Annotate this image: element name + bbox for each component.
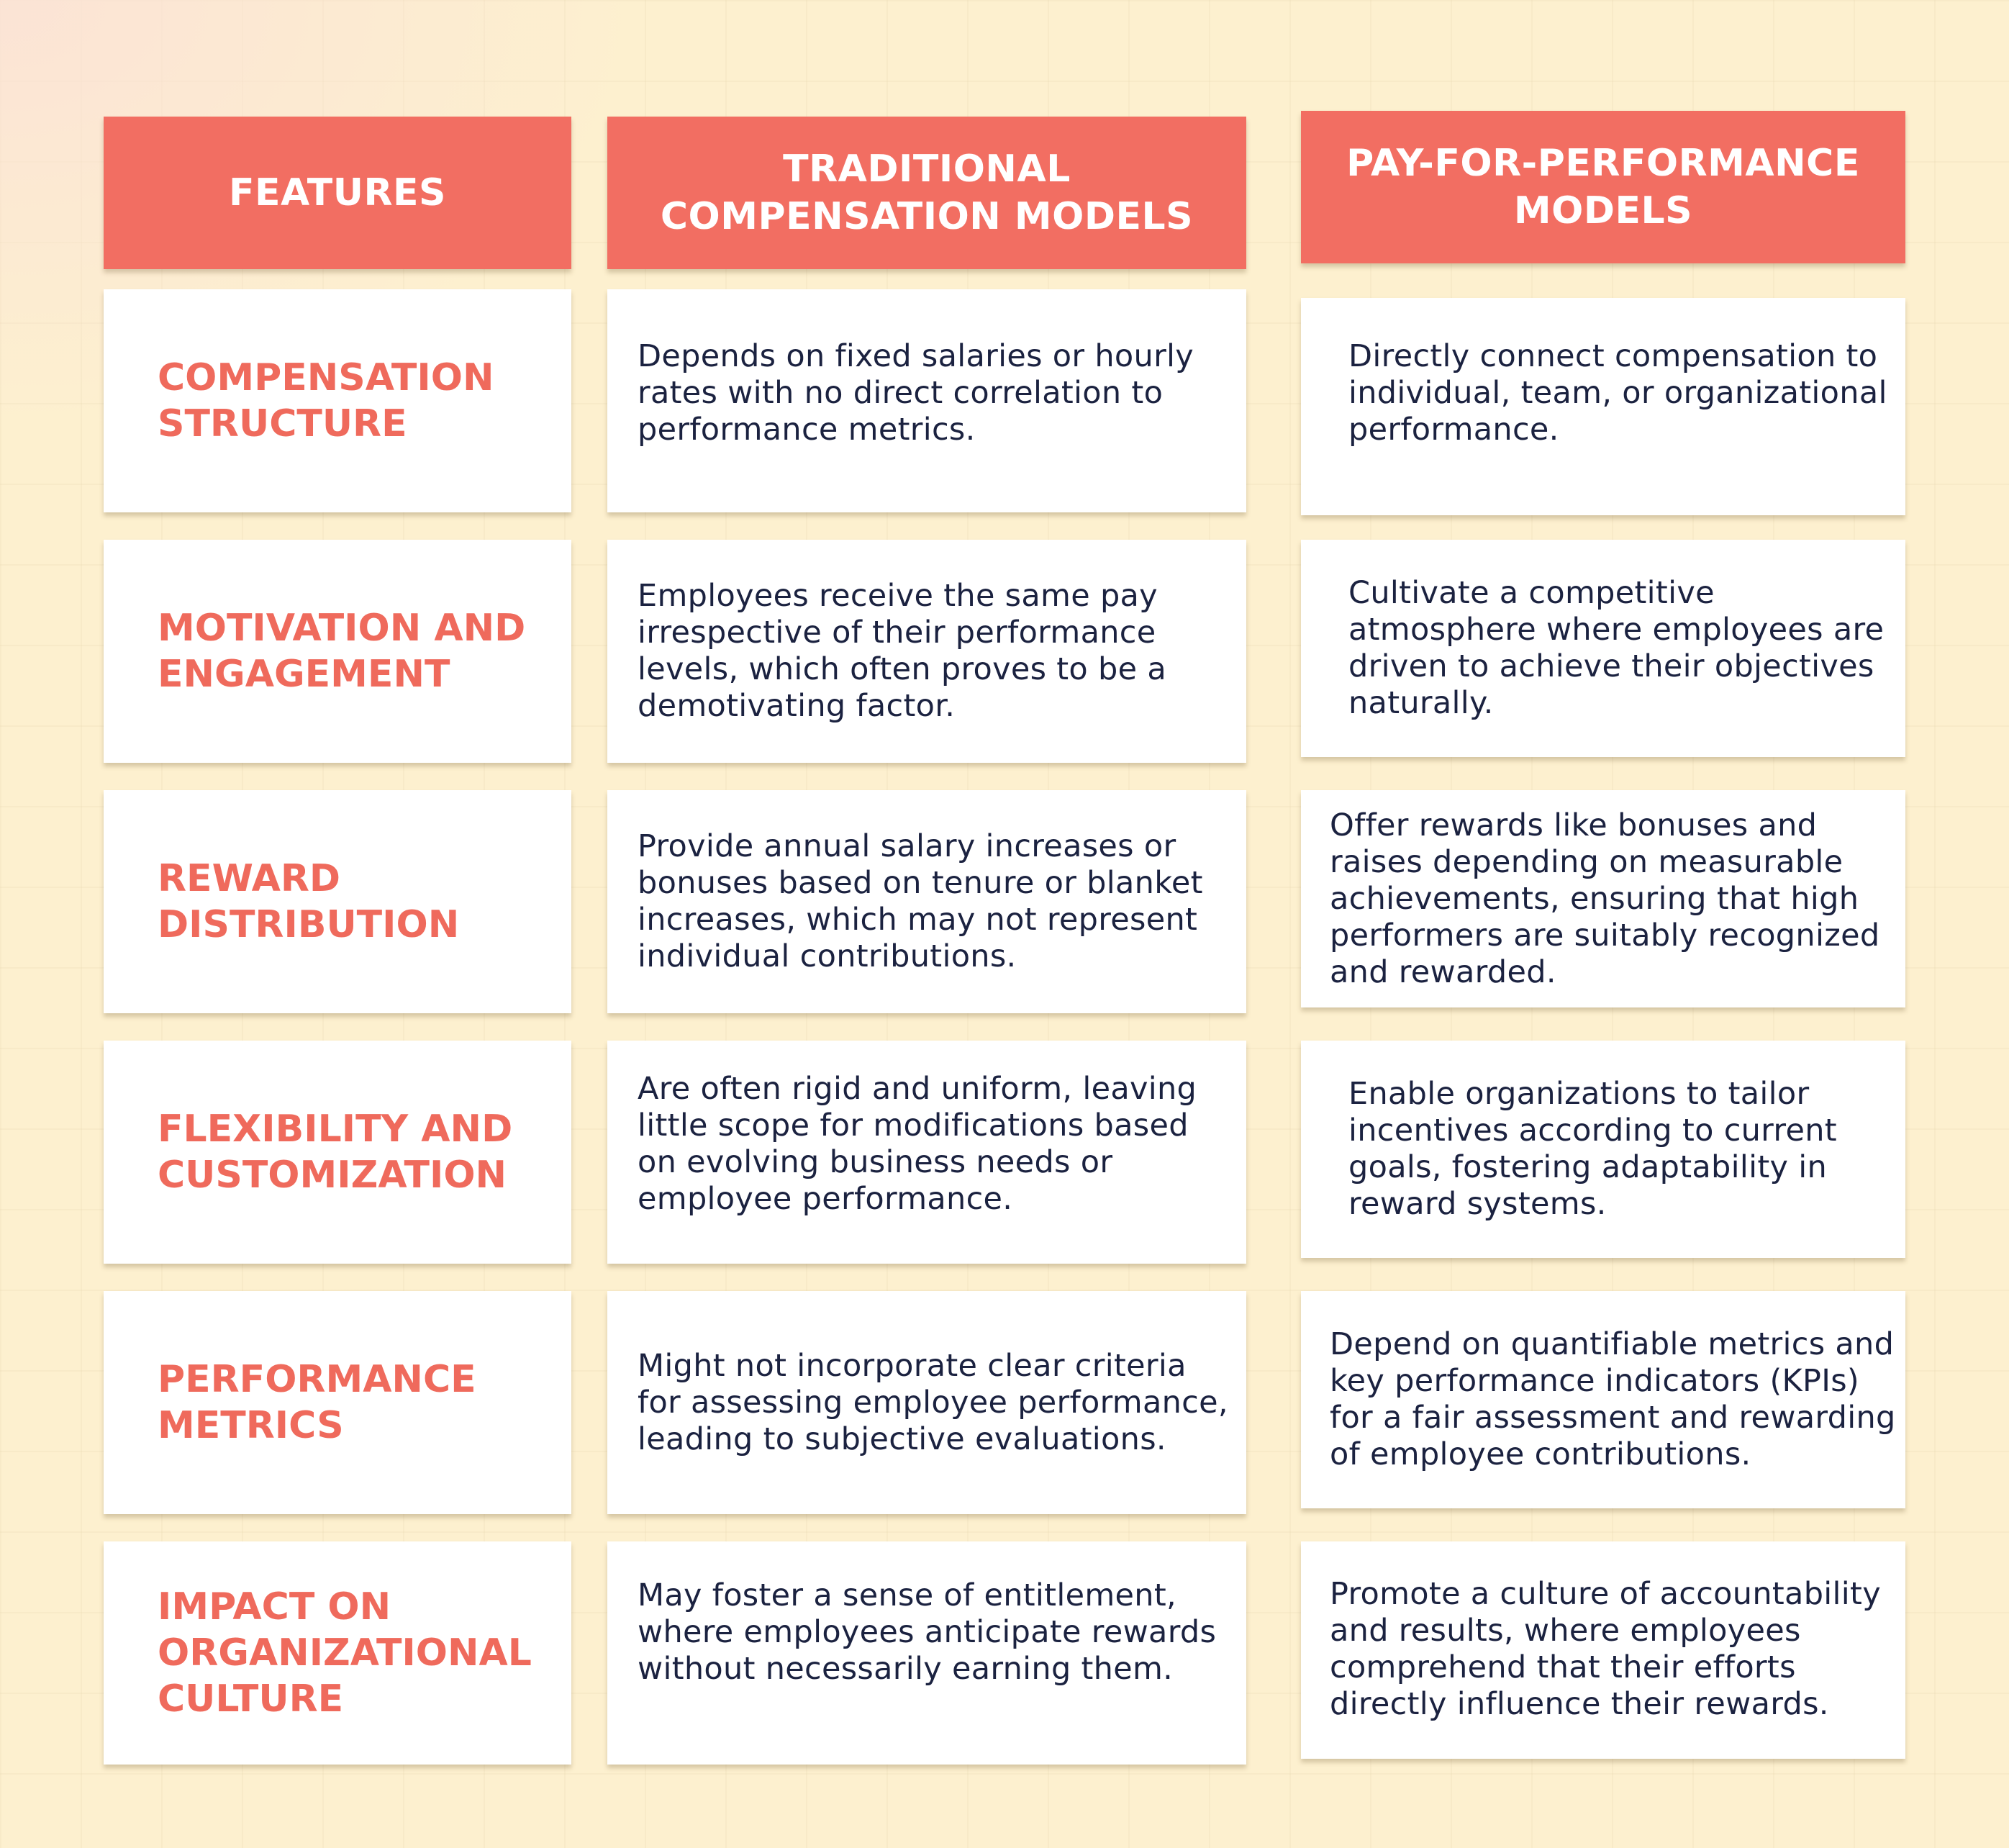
pfp-description: Depend on quantifiable metrics and key performance indicators (KPIs) for a fair assessment and rewarding of employee contributions. — [1330, 1326, 1896, 1472]
traditional-cell-organizational-culture — [607, 1541, 1246, 1765]
feature-cell-compensation-structure — [104, 289, 571, 512]
header-pay-for-performance — [1301, 111, 1905, 263]
pfp-cell-performance-metrics — [1301, 1291, 1905, 1508]
header-features-label: FEATURES — [229, 171, 446, 214]
header-traditional-label: TRADITIONAL COMPENSATION MODELS — [660, 148, 1194, 238]
feature-label: IMPACT ON ORGANIZATIONAL CULTURE — [158, 1585, 532, 1721]
traditional-description: Might not incorporate clear criteria for assessing employee performance, leading to subjective evaluations. — [638, 1347, 1228, 1457]
traditional-description: May foster a sense of entitlement, where employees anticipate rewards without necessarily earning them. — [638, 1577, 1217, 1687]
pfp-cell-compensation-structure — [1301, 298, 1905, 515]
traditional-description: Employees receive the same pay irrespective of their performance levels, which often proves to be a demotivating factor. — [638, 578, 1166, 724]
feature-label: REWARD DISTRIBUTION — [158, 857, 460, 946]
pfp-cell-reward-distribution — [1301, 790, 1905, 1007]
feature-cell-organizational-culture — [104, 1541, 571, 1765]
feature-cell-performance-metrics — [104, 1291, 571, 1514]
traditional-description: Provide annual salary increases or bonuses based on tenure or blanket increases, which may not represent individual contributions. — [638, 828, 1203, 974]
pfp-cell-organizational-culture — [1301, 1541, 1905, 1759]
traditional-cell-motivation-engagement — [607, 540, 1246, 763]
header-traditional — [607, 117, 1246, 269]
pfp-description: Offer rewards like bonuses and raises depending on measurable achievements, ensuring that high performers are suitably recognized and rewarded. — [1330, 807, 1880, 990]
header-features — [104, 117, 571, 269]
pfp-description: Promote a culture of accountability and results, where employees comprehend that their efforts directly influence their rewards. — [1330, 1576, 1881, 1722]
traditional-cell-reward-distribution — [607, 790, 1246, 1013]
feature-label: COMPENSATION STRUCTURE — [158, 356, 494, 445]
feature-cell-flexibility-customization — [104, 1041, 571, 1264]
traditional-description: Depends on fixed salaries or hourly rates with no direct correlation to performance metrics. — [638, 338, 1194, 448]
header-pay-for-performance-label: PAY-FOR-PERFORMANCE MODELS — [1346, 142, 1860, 232]
pfp-cell-flexibility-customization — [1301, 1041, 1905, 1258]
pfp-description: Enable organizations to tailor incentives according to current goals, fostering adaptability in reward systems. — [1348, 1076, 1837, 1222]
traditional-cell-compensation-structure — [607, 289, 1246, 512]
feature-cell-reward-distribution — [104, 790, 571, 1013]
traditional-cell-flexibility-customization — [607, 1041, 1246, 1264]
traditional-description: Are often rigid and uniform, leaving little scope for modifications based on evolving business needs or employee performance. — [638, 1071, 1197, 1217]
pfp-cell-motivation-engagement — [1301, 540, 1905, 757]
traditional-cell-performance-metrics — [607, 1291, 1246, 1514]
feature-label: PERFORMANCE METRICS — [158, 1358, 476, 1447]
feature-label: MOTIVATION AND ENGAGEMENT — [158, 607, 526, 696]
pfp-description: Cultivate a competitive atmosphere where employees are driven to achieve their objectives naturally. — [1348, 575, 1885, 721]
pfp-description: Directly connect compensation to individual, team, or organizational performance. — [1348, 338, 1887, 448]
feature-cell-motivation-engagement — [104, 540, 571, 763]
feature-label: FLEXIBILITY AND CUSTOMIZATION — [158, 1108, 513, 1197]
